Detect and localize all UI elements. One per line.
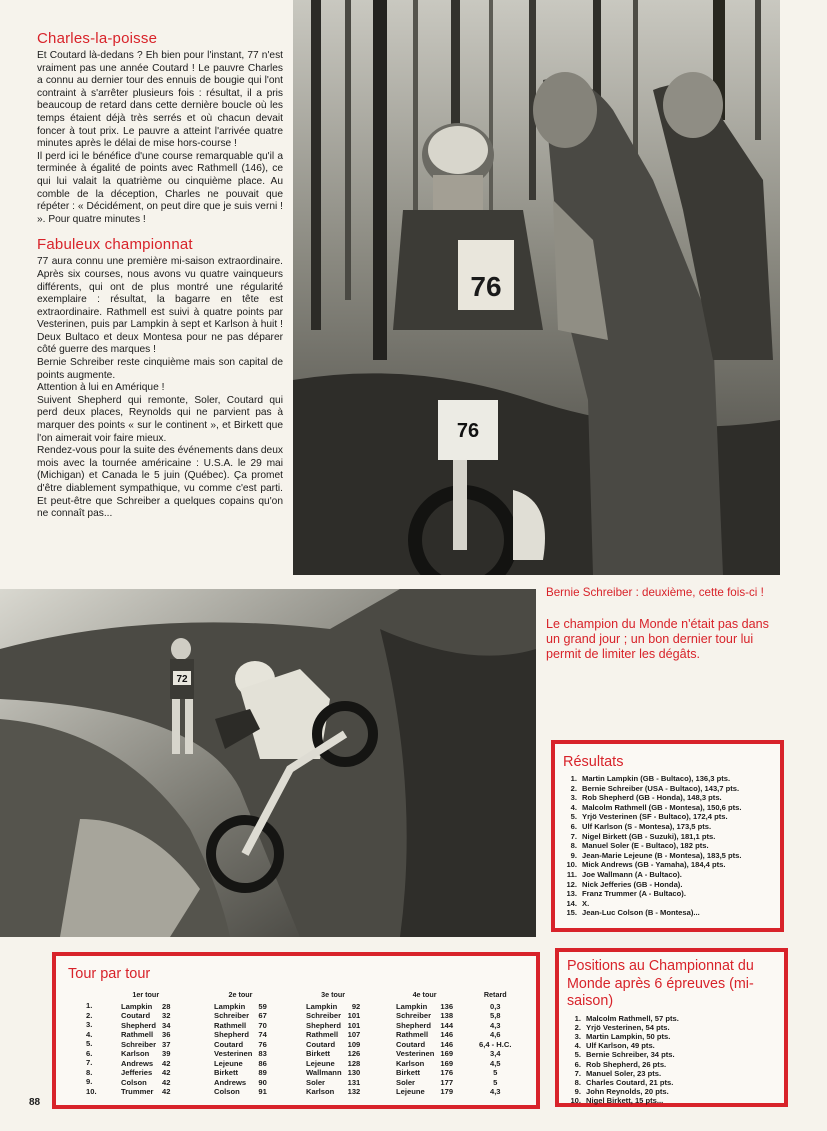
rank: 10. [570,1096,581,1106]
rank: 3. [86,1020,93,1029]
points: 132 [347,1087,361,1096]
table-row [214,1059,267,1069]
table-row [214,1078,267,1088]
rider-name: Birkett [214,1068,239,1077]
retard-value: 5 [493,1068,498,1077]
table-row [121,1002,171,1012]
rider-name: Colson [121,1077,147,1087]
rank: 5. [570,812,577,822]
list-item [563,908,772,918]
caption-area [546,586,786,662]
list-item [567,1041,776,1050]
table-row [396,1049,453,1059]
paragraph: Bernie Schreiber reste cinquième mais son capital de points augmente. [37,357,283,381]
table-row [121,1011,171,1021]
rank: 6. [570,821,577,831]
rider-name: Shepherd [306,1020,342,1030]
points: 126 [347,1049,361,1058]
points: 128 [347,1058,361,1068]
rank: 10. [86,1086,97,1096]
resultats-title: Résultats [563,754,624,770]
rider-name: Vesterinen [396,1049,435,1058]
rank: 10. [566,860,577,870]
rider-name: Soler [396,1077,415,1087]
retard-value: 4,6 [489,1030,501,1039]
list-item [567,1060,776,1069]
rider-name: Lampkin [121,1001,153,1011]
rank: 3. [570,793,577,803]
rank: 1. [86,1001,93,1010]
table-row [214,1021,267,1031]
result-text: Nick Jefferies (GB - Honda). [582,879,683,889]
retard-value: 4,3 [489,1087,501,1096]
paragraph: Suivent Shepherd qui remonte, Soler, Coutard qui perd deux places, Reynolds qui ne parvient pas à marquer des points « sur le continent », et Birkett que l'on aimerait voir faire mieux. [37,394,283,444]
rider-name: Rathmell [214,1020,247,1030]
table-row [214,1030,267,1040]
position-text: Yrjö Vesterinen, 54 pts. [586,1022,670,1032]
tour-par-tour-box [52,952,540,1109]
rider-name: Jefferies [121,1068,153,1077]
rank: 2. [86,1010,93,1020]
resultats-list [563,774,772,918]
points: 107 [347,1030,361,1039]
rider-bib-number: 72 [176,674,188,685]
list-item [563,822,772,832]
rider-name: Shepherd [214,1030,250,1039]
points: 86 [258,1058,267,1068]
lap-column-3 [306,990,360,1097]
rank: 4. [574,1041,581,1051]
result-text: Rob Shepherd (GB - Honda), 148,3 pts. [582,793,722,803]
retard-value: 6,4 - H.C. [479,1039,512,1049]
rider-name: Andrews [121,1058,154,1068]
table-row [306,1059,360,1069]
rider-name: Shepherd [396,1020,432,1030]
result-text: Mick Andrews (GB - Yamaha), 184,4 pts. [582,860,726,870]
rider-name: Birkett [396,1068,421,1077]
tour-title: Tour par tour [68,966,151,982]
points: 42 [162,1087,171,1096]
points: 91 [258,1087,267,1096]
rider-name: Schreiber [396,1011,432,1020]
points: 67 [258,1011,267,1020]
list-item [567,1096,776,1105]
position-text: Manuel Soler, 23 pts. [586,1068,662,1078]
table-row [306,1011,360,1021]
lap-header: 4e tour [412,990,437,999]
table-row [306,1040,360,1050]
table-row [121,1078,171,1088]
retard-value: 5 [493,1077,498,1087]
rider-name: Shepherd [121,1020,157,1030]
retard-value: 3,4 [489,1049,501,1058]
table-row [121,1021,171,1031]
points: 176 [440,1068,454,1077]
points: 34 [162,1020,171,1030]
list-item [563,899,772,909]
list-item [567,1050,776,1059]
result-text: Nigel Birkett (GB - Suzuki), 181,1 pts. [582,831,716,841]
retard-value: 4,3 [489,1020,501,1030]
rank: 15. [566,908,577,918]
rank: 7. [86,1058,93,1067]
table-row [306,1049,360,1059]
list-item [563,841,772,851]
list-item [567,1014,776,1023]
points: 83 [258,1049,267,1058]
table-row [306,1068,360,1078]
positions-box [555,948,788,1107]
result-text: Ulf Karlson (S - Montesa), 173,5 pts. [582,821,712,831]
list-item [567,1032,776,1041]
lap-header: 2e tour [228,990,253,999]
rank: 8. [574,1077,581,1087]
lap-column-2 [214,990,267,1097]
table-row [121,1068,171,1078]
points: 144 [440,1020,454,1030]
position-text: Nigel Birkett, 15 pts... [586,1096,664,1106]
table-row [396,1059,453,1069]
result-text: Manuel Soler (E - Bultaco), 182 pts. [582,841,709,851]
rank: 3. [574,1031,581,1041]
table-row [214,1087,267,1097]
lap-column-1 [121,990,171,1097]
result-text: Malcolm Rathmell (GB - Montesa), 150,6 pts. [582,802,742,812]
position-text: Martin Lampkin, 50 pts. [586,1031,671,1041]
points: 59 [258,1001,267,1011]
photo-schreiber [293,0,780,575]
lap-header: 3e tour [321,990,346,999]
position-text: Bernie Schreiber, 34 pts. [586,1050,675,1060]
rider-name: Soler [306,1077,325,1087]
points: 136 [440,1001,454,1011]
rank: 1. [570,774,577,783]
position-text: Charles Coutard, 21 pts. [586,1077,674,1087]
positions-title: Positions au Championnat du Monde après 6 épreuves (mi-saison) [567,958,754,1009]
rank: 7. [574,1068,581,1078]
points: 42 [162,1058,171,1068]
rider-name: Birkett [306,1049,331,1058]
table-row [396,1030,453,1040]
rider-name: Lampkin [396,1001,428,1011]
table-row [306,1030,360,1040]
result-text: Joe Wallmann (A - Bultaco). [582,869,682,879]
result-text: Jean-Luc Colson (B - Montesa)... [582,908,700,918]
table-row [396,1002,453,1012]
rank: 12. [566,879,577,889]
rank: 4. [86,1029,93,1039]
rider-name: Lejeune [214,1058,243,1068]
paragraph: Il perd ici le bénéfice d'une course remarquable qu'il a terminée à égalité de points avec Rathmell (146), ce qui lui valait la quatrième ou cinquième place. Au comble de la déception, Charles ne pouvait que répéter : « Décidément, on peut dire que je suis verni ! ». Pour quatre minutes ! [37,150,283,225]
list-item [567,1087,776,1096]
result-text: Yrjö Vesterinen (SF - Bultaco), 172,4 pts. [582,812,728,822]
table-row [214,1040,267,1050]
list-item [563,784,772,794]
table-row [306,1087,360,1097]
points: 130 [347,1068,361,1077]
retard-value: 5,8 [489,1011,501,1020]
table-row [306,1078,360,1088]
resultats-box [551,740,784,932]
points: 39 [162,1049,171,1058]
list-item [563,880,772,890]
points: 42 [162,1068,171,1077]
caption-top-photo: Bernie Schreiber : deuxième, cette fois-ci ! [546,586,764,599]
table-row [396,1087,453,1097]
points: 179 [440,1087,454,1096]
photo-rathmell [0,589,536,937]
rider-name: Andrews [214,1077,247,1087]
rank: 11. [566,869,577,879]
points: 42 [162,1077,171,1087]
retard-column [479,990,512,1097]
lap-header: 1er tour [132,990,160,999]
position-text: Malcolm Rathmell, 57 pts. [586,1013,679,1023]
list-item [563,851,772,861]
list-item [563,793,772,803]
table-row [214,1011,267,1021]
list-item [563,812,772,822]
points: 131 [347,1077,361,1087]
points: 109 [347,1039,361,1049]
points: 169 [440,1058,454,1068]
list-item [563,860,772,870]
list-item [567,1023,776,1032]
list-item [563,803,772,813]
positions-list [567,1014,776,1106]
rider-name: Karlson [306,1087,335,1096]
table-row [396,1040,453,1050]
rank: 8. [86,1067,93,1077]
table-row [121,1030,171,1040]
table-row [396,1078,453,1088]
rank: 5. [574,1050,581,1060]
list-item [563,870,772,880]
points: 76 [258,1039,267,1049]
rank: 8. [570,841,577,851]
rank: 4. [570,802,577,812]
rider-name: Vesterinen [214,1049,253,1058]
rider-name: Rathmell [396,1030,429,1039]
rank: 9. [574,1087,581,1097]
rider-name: Schreiber [306,1011,342,1020]
rank: 9. [570,850,577,860]
rider-name: Karlson [121,1049,150,1058]
points: 28 [162,1001,171,1011]
result-text: X. [582,898,590,908]
position-text: Ulf Karlson, 49 pts. [586,1041,655,1051]
rank: 13. [566,889,577,899]
rider-name: Lejeune [396,1087,425,1096]
table-row [214,1002,267,1012]
article-column [37,30,283,521]
rider-name: Colson [214,1087,240,1096]
points: 70 [258,1020,267,1030]
rank: 1. [574,1013,581,1023]
points: 74 [258,1030,267,1039]
points: 101 [347,1020,361,1030]
table-row [396,1068,453,1078]
table-row [214,1049,267,1059]
rider-name: Lejeune [306,1058,335,1068]
rank: 9. [86,1077,93,1086]
list-item [563,889,772,899]
position-text: Rob Shepherd, 26 pts. [586,1059,667,1069]
section-heading-charles: Charles-la-poisse [37,30,158,47]
rider-name: Schreiber [214,1011,250,1020]
rider-name: Coutard [121,1011,151,1020]
points: 89 [258,1068,267,1077]
points: 138 [440,1011,454,1020]
result-text: Franz Trummer (A - Bultaco). [582,889,686,899]
list-item [567,1069,776,1078]
table-row [306,1021,360,1031]
result-text: Bernie Schreiber (USA - Bultaco), 143,7 pts. [582,783,740,793]
points: 146 [440,1039,454,1049]
result-text: Jean-Marie Lejeune (B - Montesa), 183,5 pts. [582,850,742,860]
retard-value: 0,3 [489,1001,501,1011]
points: 36 [162,1030,171,1039]
rank-column [86,1001,97,1096]
rider-name: Coutard [214,1039,244,1049]
points: 92 [351,1001,361,1011]
paragraph: Attention à lui en Amérique ! [37,382,165,394]
rank: 6. [574,1059,581,1069]
rider-name: Rathmell [121,1030,154,1039]
page-number: 88 [29,1097,41,1108]
rider-name: Schreiber [121,1039,157,1049]
rider-name: Coutard [306,1039,336,1049]
rider-name: Rathmell [306,1030,339,1039]
table-row [121,1049,171,1059]
table-row [306,1002,360,1012]
points: 101 [347,1011,361,1020]
rank: 2. [570,783,577,793]
points: 169 [440,1049,454,1058]
section-heading-championnat: Fabuleux championnat [37,236,193,254]
rider-name: Trummer [121,1087,154,1096]
table-row [121,1087,171,1097]
retard-header: Retard [483,990,507,999]
points: 37 [162,1039,171,1049]
paragraph: Rendez-vous pour la suite des événements dans deux mois avec la tournée américaine : U.S.A. le 29 mai (Michigan) et Canada le 5 juin (Québec). Ça promet d'être diablement sympathique, vu comme c'est parti. Et peut-être que Schreiber a quelques copains qu'on ne connaît pas... [37,445,283,520]
caption-bottom-photo: Le champion du Monde n'était pas dans un grand jour ; un bon dernier tour lui permit de limiter les dégâts. [546,616,769,661]
rider-name: Coutard [396,1039,426,1049]
list-item [563,774,772,784]
rank: 2. [574,1022,581,1032]
points: 32 [162,1011,171,1020]
retard-value: 4,5 [489,1058,501,1068]
table-row [396,1011,453,1021]
rank: 5. [86,1039,93,1048]
points: 90 [258,1077,267,1087]
rider-bib-number: 76 [470,271,502,302]
rank: 6. [86,1048,93,1058]
position-text: John Reynolds, 20 pts. [586,1087,669,1097]
paragraph: 77 aura connu une première mi-saison extraordinaire. Après six courses, nous avons vu quatre vainqueurs différents, qui ont de plus montré une régularité exemplaire : résultat, la bagarre en tête est extraordinaire. Rathmell est suivi à quatre points par Vesterinen, puis par Lampkin à sept et Karlson à huit ! Deux Bultaco et deux Montesa pour ne pas déparer côté guerre des marques ! [37,256,283,356]
rank: 14. [566,898,577,908]
result-text: Martin Lampkin (GB - Bultaco), 136,3 pts. [582,774,731,783]
points: 146 [440,1030,454,1039]
table-row [121,1040,171,1050]
table-row [121,1059,171,1069]
table-row [396,1021,453,1031]
list-item [567,1078,776,1087]
lap-column-4 [396,990,453,1097]
paragraph: Et Coutard là-dedans ? Eh bien pour l'instant, 77 n'est vraiment pas une année Coutard ! Le pauvre Charles a connu au dernier tour des ennuis de bougie qui l'ont contraint à s'arrêter plusieurs fois : résultat, il a pris beaucoup de retard dans cette dernière boucle où les temps étaient déjà très serrés et où chacun devait foncer à tout prix. Le pauvre a atteint l'arrivée quatre minutes après le délai de mise hors-course ! [37,50,283,150]
table-row [214,1068,267,1078]
rider-name: Lampkin [214,1001,246,1011]
rank: 7. [570,831,577,841]
rider-name: Karlson [396,1058,425,1068]
rider-name: Wallmann [306,1068,342,1077]
points: 177 [440,1077,454,1087]
rider-name: Lampkin [306,1001,338,1011]
list-item [563,832,772,842]
bike-plate-number: 76 [456,420,480,442]
